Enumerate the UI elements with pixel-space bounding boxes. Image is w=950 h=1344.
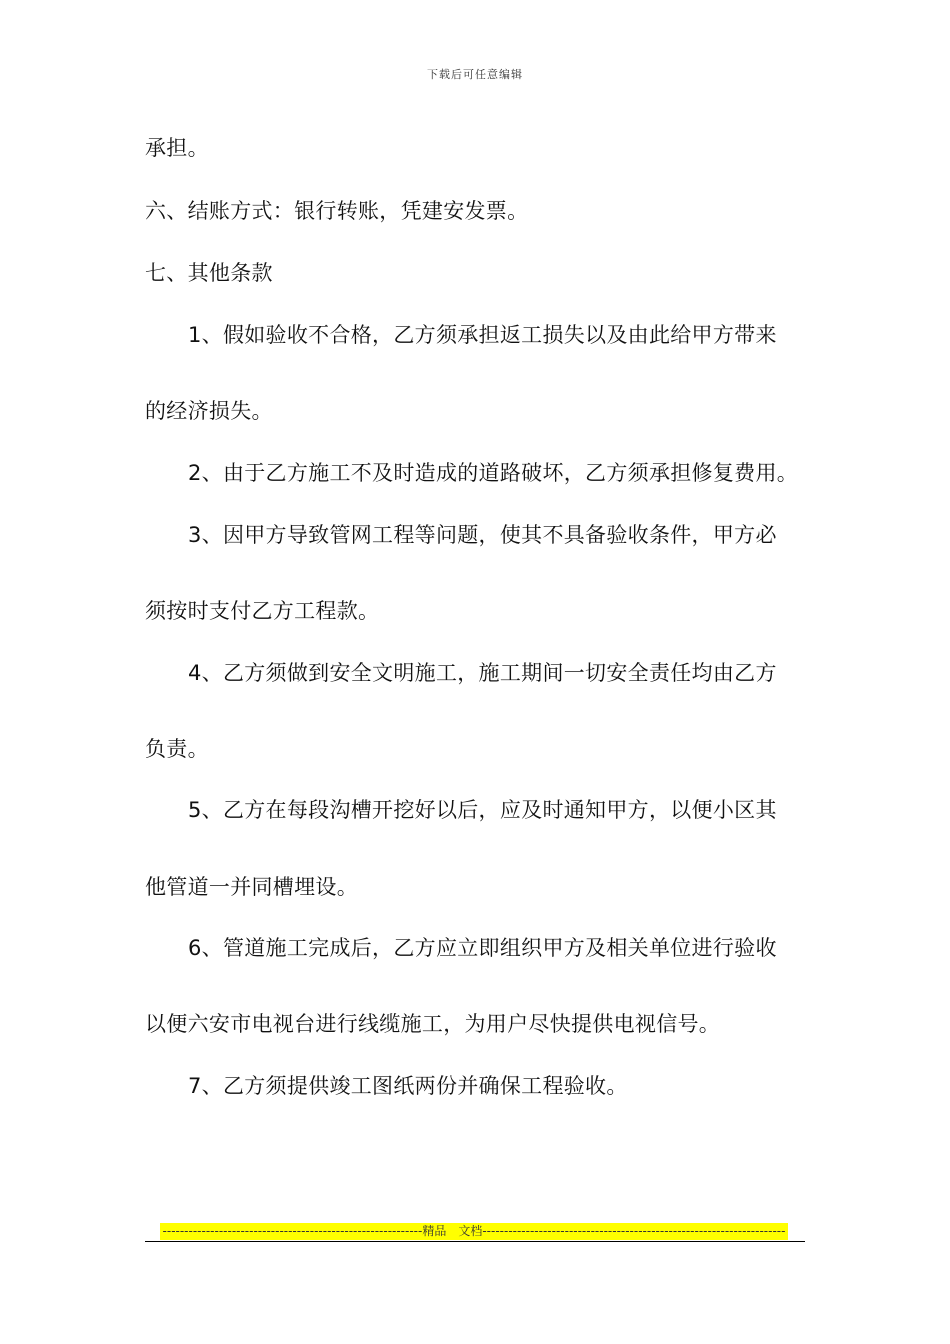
clause-4-line-1: 4、乙方须做到安全文明施工，施工期间一切安全责任均由乙方	[188, 661, 777, 685]
clause-6-line-1: 6、管道施工完成后，乙方应立即组织甲方及相关单位进行验收	[188, 936, 777, 960]
clause-5-line-2: 他管道一并同槽埋设。	[145, 875, 358, 899]
page-header: 下载后可任意编辑	[427, 68, 523, 81]
clause-6-line-2: 以便六安市电视台进行线缆施工，为用户尽快提供电视信号。	[145, 1012, 721, 1036]
section-six-payment: 六、结账方式：银行转账，凭建安发票。	[145, 199, 529, 223]
clause-2: 2、由于乙方施工不及时造成的道路破坏，乙方须承担修复费用。	[188, 461, 799, 485]
clause-1-line-1: 1、假如验收不合格，乙方须承担返工损失以及由此给甲方带来	[188, 323, 777, 347]
clause-7: 7、乙方须提供竣工图纸两份并确保工程验收。	[188, 1074, 628, 1098]
clause-3-line-2: 须按时支付乙方工程款。	[145, 599, 380, 623]
footer-highlight-band: ------------------------------------------------------------精品 文档----------------------------------------------------------------------	[160, 1223, 788, 1240]
clause-1-line-2: 的经济损失。	[145, 399, 273, 423]
clause-5-line-1: 5、乙方在每段沟槽开挖好以后，应及时通知甲方，以便小区其	[188, 798, 777, 822]
clause-4-line-2: 负责。	[145, 737, 209, 761]
clause-3-line-1: 3、因甲方导致管网工程等问题，使其不具备验收条件，甲方必	[188, 523, 777, 547]
footer-divider	[145, 1241, 805, 1242]
paragraph-line: 承担。	[145, 136, 209, 160]
section-seven-heading: 七、其他条款	[145, 261, 273, 285]
